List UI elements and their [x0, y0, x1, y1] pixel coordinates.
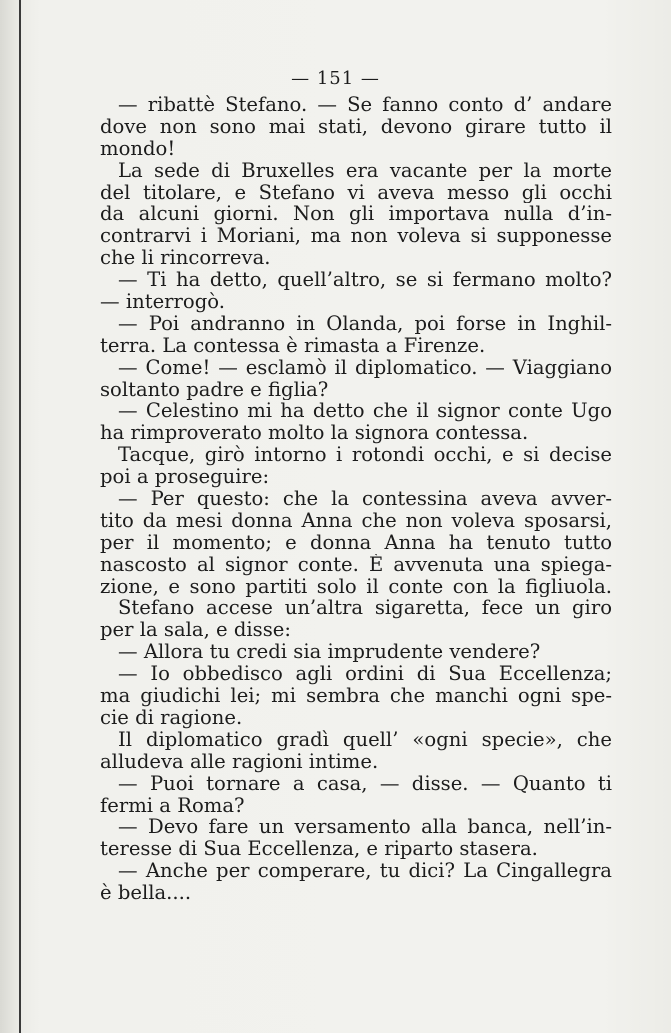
text-line: che li rincorreva. — [100, 247, 271, 270]
page-number: — 151 — — [291, 68, 380, 89]
text-line: tito da mesi donna Anna che non voleva sposarsi, — [100, 509, 612, 532]
text-line: — Io obbedisco agli ordini di Sua Eccellenza; — [118, 663, 612, 686]
text-line: da alcuni giorni. Non gli importava nulla d’in- — [100, 203, 612, 226]
text-line: teresse di Sua Eccellenza, e riparto stasera. — [100, 838, 538, 861]
text-line: — Poi andranno in Olanda, poi forse in Inghil- — [118, 312, 612, 335]
text-line: poi a proseguire: — [100, 466, 270, 489]
text-line: del titolare, e Stefano vi aveva messo gli occhi — [100, 181, 612, 204]
text-line: — Come! — esclamò il diplomatico. — Viaggiano — [118, 356, 612, 379]
text-line: ha rimproverato molto la signora contessa. — [100, 422, 529, 445]
text-line: terra. La contessa è rimasta a Firenze. — [100, 334, 486, 357]
text-line: Tacque, girò intorno i rotondi occhi, e si decise — [118, 444, 612, 467]
text-line: per la sala, e disse: — [100, 619, 291, 642]
text-line: nascosto al signor conte. È avvenuta una spiega- — [100, 553, 612, 576]
text-line: è bella.... — [100, 882, 192, 904]
text-line: Il diplomatico gradì quell’ «ogni specie», che — [118, 728, 612, 751]
text-line: cie di ragione. — [100, 706, 243, 729]
text-line: — Ti ha detto, quell’altro, se si fermano molto? — [118, 269, 612, 292]
text-line: soltanto padre e figlia? — [100, 378, 329, 401]
text-line: — Puoi tornare a casa, — disse. — Quanto ti — [118, 772, 612, 795]
text-line: La sede di Bruxelles era vacante per la morte — [118, 159, 612, 182]
text-line: dove non sono mai stati, devono girare tutto il — [100, 115, 612, 138]
binding-shadow — [0, 0, 19, 1033]
text-line: — Celestino mi ha detto che il signor conte Ugo — [118, 400, 612, 423]
text-line: zione, e sono partiti solo il conte con la figliuola. — [100, 575, 612, 598]
text-line: — Anche per comperare, tu dici? La Cingallegra — [118, 860, 612, 883]
text-line: — Per questo: che la contessina aveva avver- — [118, 488, 612, 510]
text-line: — interrogò. — [100, 291, 225, 313]
text-line: ma giudichi lei; mi sembra che manchi ogni spe- — [100, 685, 612, 707]
text-line: fermi a Roma? — [100, 794, 245, 817]
text-line: contrarvi i Moriani, ma non voleva si supponesse — [100, 225, 612, 248]
text-line: mondo! — [100, 137, 176, 160]
binding-edge-line — [19, 0, 21, 1033]
text-line: Stefano accese un’altra sigaretta, fece un giro — [118, 597, 612, 620]
text-line: — Devo fare un versamento alla banca, nell’in- — [118, 816, 612, 839]
text-line: alludeva alle ragioni intime. — [100, 750, 379, 773]
text-line: per il momento; e donna Anna ha tenuto tutto — [100, 531, 612, 554]
body-text — [100, 94, 612, 904]
text-line: — ribattè Stefano. — Se fanno conto d’ andare — [118, 94, 612, 116]
text-line: — Allora tu credi sia imprudente vendere? — [118, 641, 541, 664]
